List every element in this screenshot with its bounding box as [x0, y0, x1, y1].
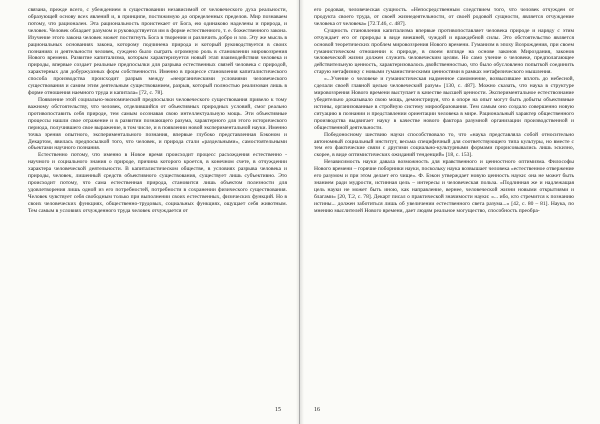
paragraph: Независимость науки давала возможность для нравственного и ценностного оптимизма. Философы Нового времени – горячие поборники науки, поскольку наука возвышает человека «естественное отвержение его разумом и при этом делает его чище». Ф. Бэкон утверждает новую ценность науки: она не может быть знанием ради мудрости, истинная цель – интересы и человеческая польза. «Подлинная же и надлежащая цель науки не может быть иною, как направление, вернее, человеческой жизни новыми открытиями и благами» [20, Т.2, с. 78]. Декарт писал о практической значимости науки: «... ибо, кто стремится к познанию истины... должен заботиться лишь об увеличении естественного света разума...» [42, с. 80 – 81]. Наука, по мнению мыслителей Нового времени, дает людям реальное могущество, способность преобра-: [314, 159, 574, 214]
page-number: 15: [275, 407, 281, 413]
left-page-body: [28, 7, 287, 215]
paragraph: связана, прежде всего, с убеждением в существовании независимой от человеческого духа реальности, образующей основу всех явлений и, в принципе, постижимую до определенных пределов. Мир познаваем потому, что рационален. Эта рациональность проистекает от Бога, ею одинаково наделены и природа, и человек. Человек обладает разумом и руководствуется им в форме естественного, т. е. божественного закона. Изучение этого закона человек может постигнуть Бога в творении и различить добро и зло. Эту же мысль в рациональных основаниях закона, которому подчинена природа и который руководствуется в своих познаниях и деятельности человек, суждено было сыграть огромную роль в становлении мировоззрения Нового времени. Развитие капитализма, которым характеризуется новый этап взаимодействия человека и природы, впервые создает реальные предпосылки для разрыва естественных связей человека с природой, характерных для добуржуазных форм собственности. Именно в процессе становления капиталистического способа производства происходит разрыв между «неорганическими условиями человеческого существования и самим этим деятельным существованием, разрыв, который полностью реализован лишь в форме отношения наемного труда и капитала» [72, с. 78].: [28, 7, 287, 97]
paragraph: «...Учение о человеке и гуманистическая надменное самомнение, возвысившее вплоть до небесной, сделали своей главной целью человеческий разум» [130, с. 487]. Можно сказать, что наука в структуре мировоззрения Нового времени выступает в качестве высшей ценности. Экспериментальное естествознание убедительно доказывало свою мощь, демонстрируя, что в опоре на опыт могут быть добыты объективные истины, организованные в стройную систему мирообразования. Тем самым оно создало совершенно новую ситуацию в познании и представлении ориентации человека в мире. Рациональный характер общественного производства выдвигает науку в качестве нового фактора разумной организации производственной и общественной деятельности.: [314, 76, 574, 131]
page-number: 16: [314, 407, 320, 413]
paragraph: Появление этой социально-экономической предпосылки человеческого существования привело к тому важному обстоятельству, что человек, отделившийся от объективных природных условий, смог реально противопоставить себя природе, тем самым осознавая свою интеллектуальную мощь. Эти объективные процессы нашли свое отражение и в развитии познающего разума, характерного для этого исторического периода, получившего свое выражение, в том числе, и в появлении новой экспериментальной науки. Именно точка зрения опытного, экспериментального познания, впервые глубоко представленная Бэконом и Декартом, явилась предпосылкой того, что человек, и природа стали «раздельными», самостоятельными объектами научного познания.: [28, 96, 287, 152]
right-page: [300, 0, 600, 424]
paragraph: Победоносному шествию науки способствовало то, что «наука представляла собой относительно автономный социальный институт, весьма специфичный для соответствующего типа культуры, но вместе с тем его фактические связи с другими социально-культурными формами прорисовывались лишь эскизно, скорее, в виде оптимистических ожиданий тенденций» [18, с. 153].: [314, 131, 574, 159]
right-page-body: [314, 7, 574, 215]
paragraph: Естественно потому, что именно в Новое время происходит процесс расхождения естественно - научного и социального знания о природе, причина которого кроется, в конечном счете, в отчуждении характера человеческой деятельности. В капиталистическом обществе, в условиях разрыва человека и природы, человек, лишенный средств объективного существования, существует лишь субъективно. Это происходит потому, что сама естественная природа, становится лишь объектом полезности для удовлетворения лишь одной из его потребностей, потребности в сохранении физического существования. Человек чувствует себя свободным только при выполнении своих естественных, физических функций. Но в своих человеческих функциях, общественно-трудовых, социальных функциях, ощущает себя животным. Тем самым в условиях отчужденного труда человек отчуждается от: [28, 152, 287, 214]
paragraph: Сущность становления капитализма впервые противопоставляет человека природе и наряду с этим отчуждает его от природы в виде внешней, чуждой и враждебной силы. Это обстоятельство является основой теоретических проблем мировоззрения Нового времени. Гуманизм в эпоху Возрождения, при своем гуманистическом отношении к природе, в своем взгляде на основе законов Мироздания, законов человеческой жизни должен служить человеческим целям. Но само учение о человеке, предполагающее действительную ценность, характеризовалось двойственностью, что было обусловлено попыткой соединить старую метафизику с новыми гуманистическими ценностями в рамках метафизического мышления.: [314, 27, 574, 76]
paragraph: его родовая, человеческая сущность. «Непосредственным следствием того, что человек отчужден от продукта своего труда, от своей жизнедеятельности, от своей родовой сущности, является отчуждение человека от человека» [72.Т.46, с. 487].: [314, 7, 574, 27]
